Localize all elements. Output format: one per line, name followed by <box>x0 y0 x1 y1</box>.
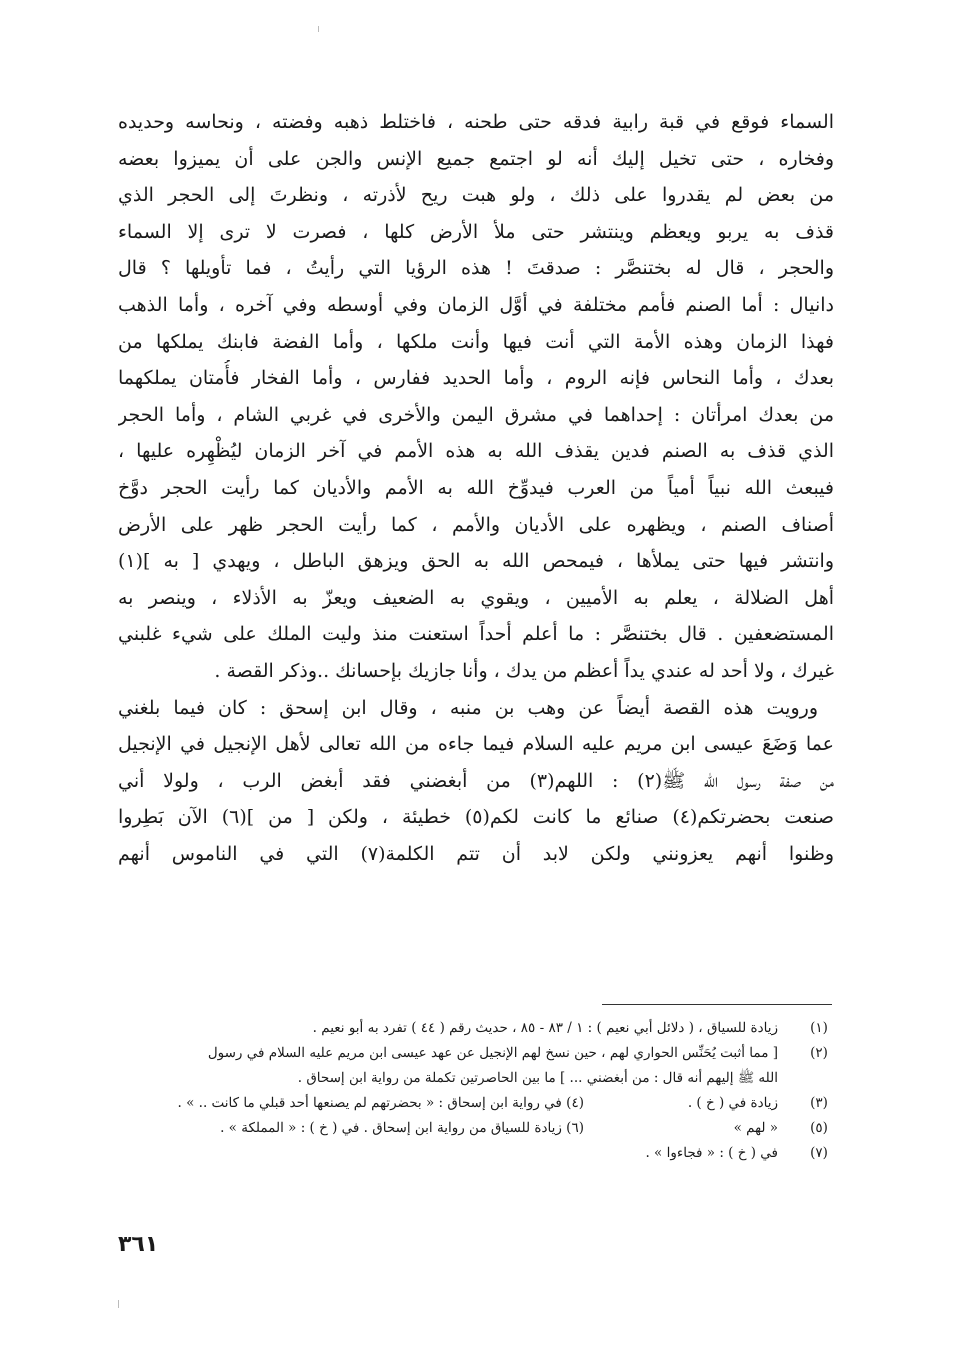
footnote-text-secondary: (٦) زيادة للسياق من رواية ابن إسحاق . في ( خ ) : « المملكة » . <box>220 1120 584 1136</box>
text-line: وفخاره ، حتى تخيل إليك أنه لو اجتمع جميع الإنس والجن على أن يميزوا بعضه <box>118 147 834 170</box>
text-line: أصناف الصنم ، ويظهره على الأديان والأمم ، كما رأيت الحجر ظهر على الأرض <box>118 513 834 536</box>
footnote-number: (٣) <box>810 1095 828 1111</box>
footnote <box>118 1066 834 1091</box>
text-line: والحجر ، قال له بختنصَّر : صدقتَ ! هذه الرؤيا التي رأيتُ ، فما تأويلها ؟ قال <box>118 257 834 280</box>
footnote-text: زيادة للسياق ، ( دلائل أبي نعيم ) : ١ / ٨٣ - ٨٥ ، حديث رقم ( ٤٤ ) تفرد به أبو نعيم . <box>312 1020 778 1036</box>
text-line: دانيال : أما الصنم فأمم مختلفة في أوَّل الزمان وفي أوسطه وفي آخره ، وأما الذهب <box>118 293 834 316</box>
text-line: وظنوا أنهم يعزونني ولكن لابد أن تتم الكلمة(٧) التي في الناموس أنهم <box>118 842 834 865</box>
footnotes <box>118 1016 834 1166</box>
footnote-number: (١) <box>810 1020 828 1036</box>
text-line: فيبعث الله نبياً أمياً من العرب فيدوِّخ الله به الأمم والأديان كما رأيت الحجر دوَّخ <box>118 476 834 499</box>
footnote-number: (٢) <box>810 1045 828 1061</box>
text-line: السماء فوقع في قبة رابية فدقه حتى طحنه ، فاختلط ذهبه وفضته ، ونحاسه وحديده <box>118 111 834 133</box>
page-number: ٣٦١ <box>118 1232 159 1257</box>
footnote-text: « لهم » <box>733 1120 778 1136</box>
footnote <box>118 1041 834 1066</box>
footnote <box>118 1091 834 1116</box>
footnote-number: (٧) <box>810 1145 828 1161</box>
footnote-text: [ مما أثبت يُحَنِّس الحواري لهم ، حين نسخ لهم الإنجيل عن عهد عيسى ابن مريم عليه السلام في رسول <box>207 1045 778 1061</box>
text-line: من صفة رسول الله ﷺ(٢) : اللهم(٣) من أبغضني فقد أبغض الرب ، ولولا أني <box>118 769 834 792</box>
text-line: المستضعفين . قال بختنصَّر : ما أعلم أحداً استعنت منذ وليت الملك على شيء غلبني <box>118 623 834 646</box>
text-line: عما وَضَعَ عيسى ابن مريم عليه السلام فيما جاءه من الله تعالى لأهل الإنجيل في الإنجيل <box>118 733 834 756</box>
footnote-text: في ( خ ) : « فجاءوا » . <box>645 1145 778 1161</box>
scan-mark-bottom <box>118 1300 119 1308</box>
text-line: بعدك ، وأما النحاس فإنه الروم ، وأما الحديد ففارس ، وأما الفخار فأُمتان يملكهما <box>118 367 834 390</box>
footnote <box>118 1141 834 1166</box>
footnote-text: الله ﷺ إليهم أنه قال : من أبغضني ... ] ما بين الحاصرتين تكملة من رواية ابن إسحاق . <box>297 1070 778 1086</box>
footnote-text-secondary: (٤) في رواية ابن إسحاق : « بحضرتهم لم يصنعها أحد قبلي ما كانت .. » . <box>177 1095 584 1111</box>
footnote <box>118 1016 834 1041</box>
footnote-text: زيادة في ( خ ) . <box>687 1095 778 1111</box>
text-line: وانتشر فيها حتى يملأها ، فيمحص الله به الحق ويزهق الباطل ، ويهدي [ به ](١) <box>118 550 834 573</box>
text-line: صنعت بحضرتكم(٤) صنائع ما كانت لكم(٥) خطيئة ، ولكن [ من ](٦) الآن بَطِروا <box>118 806 834 829</box>
text-line: الذي قذف به الصنم فدين يقذف الله به هذه الأمم في آخر الزمان ليُظْهِره عليها ، <box>118 440 834 463</box>
footnote <box>118 1116 834 1141</box>
text-line: فهذا الزمان وهذه الأمة التي أنت فيها وأنت ملكها ، وأما الفضة فابنك يملكها من <box>118 330 834 353</box>
footnote-number: (٥) <box>810 1120 828 1136</box>
text-line: ورويت هذه القصة أيضاً عن وهب بن منبه ، وقال ابن إسحق : كان فيما بلغني <box>118 696 818 719</box>
text-line: أهل الضلالة ، يعلم به الأميين ، ويقوي به الضعيف ويعزّ به الأذلاء ، وينصر به <box>118 586 834 609</box>
text-line: من بعض لم يقدروا على ذلك ، ولو هبت ريح لأذرته ، ونظرتَ إلى الحجر الذي <box>118 184 834 207</box>
text-line: غيرك ، ولا أحد له عندي يداً أعظم من يدك ، وأنا جازيك بإحسانك ..وذكر القصة . <box>214 659 834 682</box>
text-line: من بعدك امرأتان : إحداهما في مشرق اليمن والأخرى في غربي الشام ، وأما الحجر <box>118 403 834 426</box>
scan-mark-top <box>318 26 319 32</box>
footnote-separator <box>602 1004 832 1005</box>
text-line: قذف به يربو ويعظم وينتشر حتى ملأ الأرض كلها ، فصرت لا ترى إلا السماء <box>118 220 834 243</box>
main-text <box>118 104 834 872</box>
